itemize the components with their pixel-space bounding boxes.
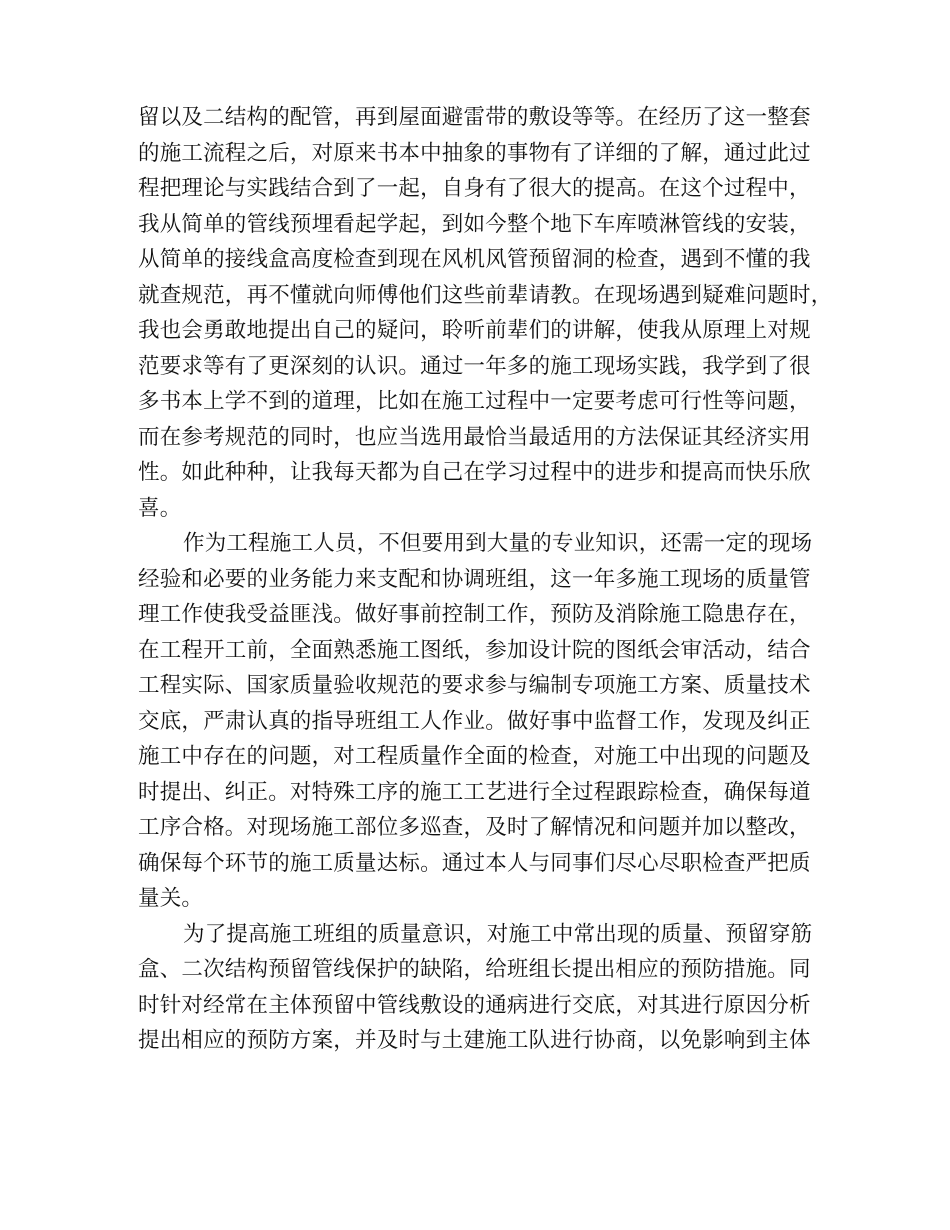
text-line: 在工程开工前，全面熟悉施工图纸，参加设计院的图纸会审活动，结合 xyxy=(138,637,811,663)
text-line: 而在参考规范的同时，也应当选用最恰当最适用的方法保证其经济实用 xyxy=(138,424,811,450)
text-line: 为了提高施工班组的质量意识，对施工中常出现的质量、预留穿筋 xyxy=(183,921,813,947)
text-line: 时提出、纠正。对特殊工序的施工工艺进行全过程跟踪检查，确保每道 xyxy=(138,779,811,805)
text-line: 交底，严肃认真的指导班组工人作业。做好事中监督工作，发现及纠正 xyxy=(138,708,811,734)
text-line: 性。如此种种，让我每天都为自己在学习过程中的进步和提高而快乐欣 xyxy=(138,460,811,485)
text-line: 确保每个环节的施工质量达标。通过本人与同事们尽心尽职检查严把质 xyxy=(138,850,811,876)
text-line: 喜。 xyxy=(138,495,182,521)
text-line: 经验和必要的业务能力来支配和协调班组，这一年多施工现场的质量管 xyxy=(138,566,811,592)
text-line: 就查规范，再不懂就向师傅他们这些前辈请教。在现场遇到疑难问题时， xyxy=(138,282,833,308)
text-line: 理工作使我受益匪浅。做好事前控制工作，预防及消除施工隐患存在， xyxy=(138,602,811,627)
text-line: 的施工流程之后，对原来书本中抽象的事物有了详细的了解，通过此过 xyxy=(138,140,811,166)
text-line: 我也会勇敢地提出自己的疑问，聆听前辈们的讲解，使我从原理上对规 xyxy=(138,318,811,343)
text-line: 多书本上学不到的道理，比如在施工过程中一定要考虑可行性等问题， xyxy=(138,389,811,414)
body-text xyxy=(138,100,833,1059)
text-line: 提出相应的预防方案，并及时与土建施工队进行协商，以免影响到主体 xyxy=(138,1028,811,1053)
text-line: 范要求等有了更深刻的认识。通过一年多的施工现场实践，我学到了很 xyxy=(138,353,811,379)
text-line: 工程实际、国家质量验收规范的要求参与编制专项施工方案、质量技术 xyxy=(138,673,811,698)
text-line: 盒、二次结构预留管线保护的缺陷，给班组长提出相应的预防措施。同 xyxy=(138,957,811,982)
text-line: 工序合格。对现场施工部位多巡查，及时了解情况和问题并加以整改， xyxy=(138,815,811,840)
text-line: 程把理论与实践结合到了一起，自身有了很大的提高。在这个过程中， xyxy=(138,176,811,201)
text-line: 时针对经常在主体预留中管线敷设的通病进行交底，对其进行原因分析 xyxy=(138,992,811,1018)
text-line: 作为工程施工人员，不但要用到大量的专业知识，还需一定的现场 xyxy=(183,531,813,556)
text-line: 从简单的接线盒高度检查到现在风机风管预留洞的检查，遇到不懂的我 xyxy=(138,247,811,272)
text-line: 留以及二结构的配管，再到屋面避雷带的敷设等等。在经历了这一整套 xyxy=(138,105,811,130)
text-line: 量关。 xyxy=(138,886,204,911)
text-line: 我从简单的管线预埋看起学起，到如今整个地下车库喷淋管线的安装， xyxy=(138,211,811,237)
text-line: 施工中存在的问题，对工程质量作全面的检查，对施工中出现的问题及 xyxy=(138,744,811,769)
